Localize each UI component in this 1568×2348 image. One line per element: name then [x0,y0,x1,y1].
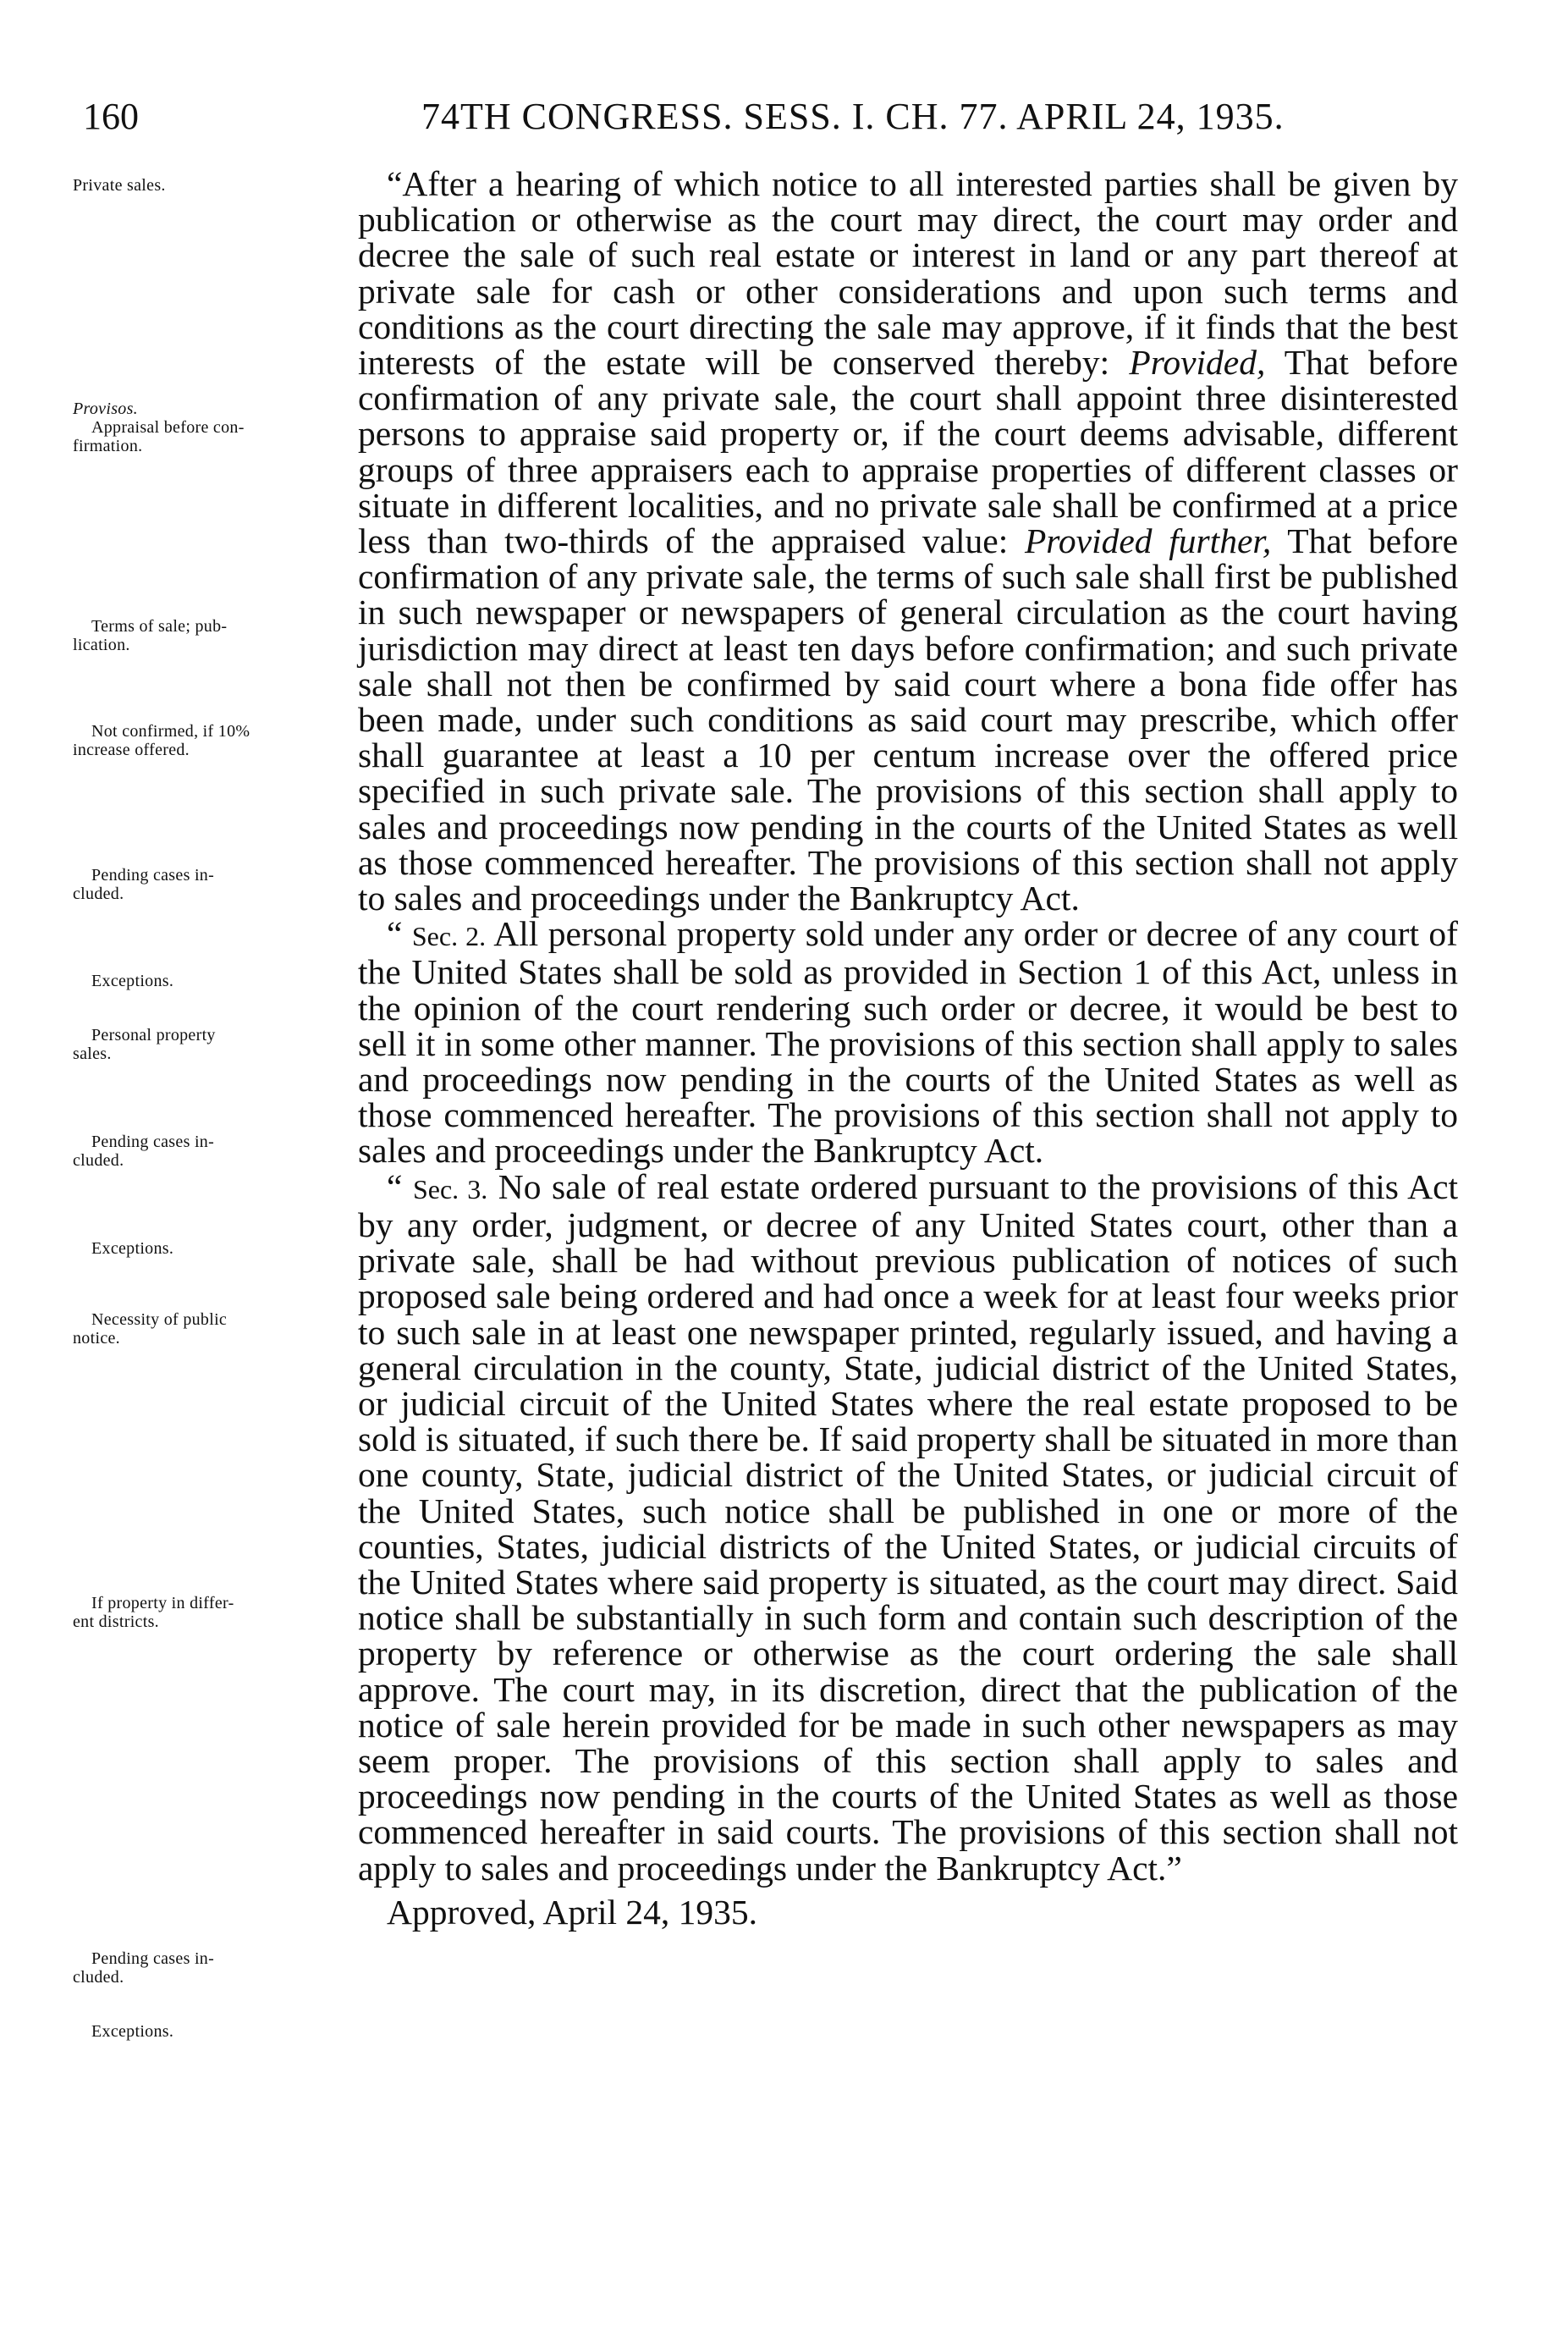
margin-notes [0,0,338,2348]
section-3-heading: Sec. 3. [412,1173,488,1204]
provided-proviso: Provided, [1129,343,1266,383]
section-3-paragraph: “ Sec. 3. No sale of real estate ordered pursuant to the provisions of this Act by any order, judgment, or decree of any United States court, other than a private sale, shall be had without previous publication of notices of such proposed sale being ordered and had once a week for at least four weeks prior to such sale in at least one newspaper printed, regularly issued, and having a general circulation in the county, State, judicial district of the United States, or judicial circuit of the United States where the real estate proposed to be sold is situated, if such there be. If said property shall be situated in more than one county, State, judicial district of the United States, or judicial circuit of the United States, such notice shall be published in one or more of the counties, States, judicial districts of the United States, or judicial circuits of the United States where said property is situated, as the court may direct. Said notice shall be substantially in such form and contain such description of the property by reference or otherwise as the court ordering the sale shall approve. The court may, in its discretion, direct that the publication of the notice of sale herein provided for be made in such other newspapers as may seem proper. The provisions of this section shall apply to sales and proceedings now pending in the courts of the United States as well as those commenced hereafter in said courts. The provisions of this section shall not apply to sales and proceedings under the Bankruptcy Act.” [358,1166,1459,1888]
margin-note-private-sales: Private sales. [73,176,166,195]
margin-note-pending-cases-3: Pending cases in- cluded. [73,1949,215,1987]
margin-note-exceptions-1: Exceptions. [91,972,174,990]
section-2-paragraph: “ Sec. 2. All personal property sold under any order or decree of any court of the United States shall be sold as provided in Section 1 of this Act, unless in the opinion of the court rendering such order or decree, it would be best to sell it in some other manner. The provisions of this section shall apply to sales and proceedings now pending in the courts of the United States as well as those commenced hereafter. The provisions of this section shall not apply to sales and proceedings under the Bankruptcy Act. [358,914,1458,1171]
margin-note-exceptions-3: Exceptions. [91,2022,174,2041]
margin-note-if-property: If property in differ- ent districts. [73,1594,234,1631]
margin-note-personal-property: Personal property sales. [73,1026,216,1063]
margin-note-not-confirmed: Not confirmed, if 10% increase offered. [73,722,250,759]
margin-note-necessity: Necessity of public notice. [73,1310,228,1348]
provided-further-proviso: Provided further, [1024,521,1272,561]
section-1-paragraph: “After a hearing of which notice to all interested parties shall be given by publication or otherwise as the court may direct, the court may order and decree the sale of such real estate or interest in land or any part thereof at private sale for cash or other considerations and upon such terms and conditions as the court directing the sale may approve, if it finds that the best interests of the estate will be conserved thereby: Provided, That before confirmation of any private sale, the court shall appoint three disinterested persons to appraise said property or, if the court deems advisable, different groups of three appraisers each to appraise properties of different classes or situate in different localities, and no private sale shall be confirmed at a price less than two-thirds of the appraised value: Provided further, That before confirmation of any private sale, the terms of such sale shall first be published in such newspaper or newspapers of general circulation as the court having jurisdiction may direct at least ten days before confirmation; and such private sale shall not then be confirmed by said court where a bona fide offer has been made, under such conditions as said court may prescribe, which offer shall guarantee at least a 10 per centum increase over the offered price specified in such private sale. The provisions of this section shall apply to sales and proceedings now pending in the courts of the United States as well as those commenced hereafter. The provisions of this section shall not apply to sales and proceedings under the Bankruptcy Act. [358,164,1459,918]
margin-note-appraisal: Appraisal before con- firmation. [73,418,245,455]
margin-note-terms: Terms of sale; pub- lication. [73,617,228,654]
margin-note-pending-cases-1: Pending cases in- cluded. [73,866,215,903]
margin-note-exceptions-2: Exceptions. [91,1239,174,1258]
running-head: 74TH CONGRESS. SESS. I. CH. 77. APRIL 24, 1935. [421,96,1285,137]
statute-body [358,166,1458,1930]
section-2-heading: Sec. 2. [411,921,487,952]
page-number: 160 [83,96,139,137]
approval-line: Approved, April 24, 1935. [387,1892,758,1932]
margin-note-provisos: Provisos. [73,400,138,418]
margin-note-pending-cases-2: Pending cases in- cluded. [73,1133,215,1170]
